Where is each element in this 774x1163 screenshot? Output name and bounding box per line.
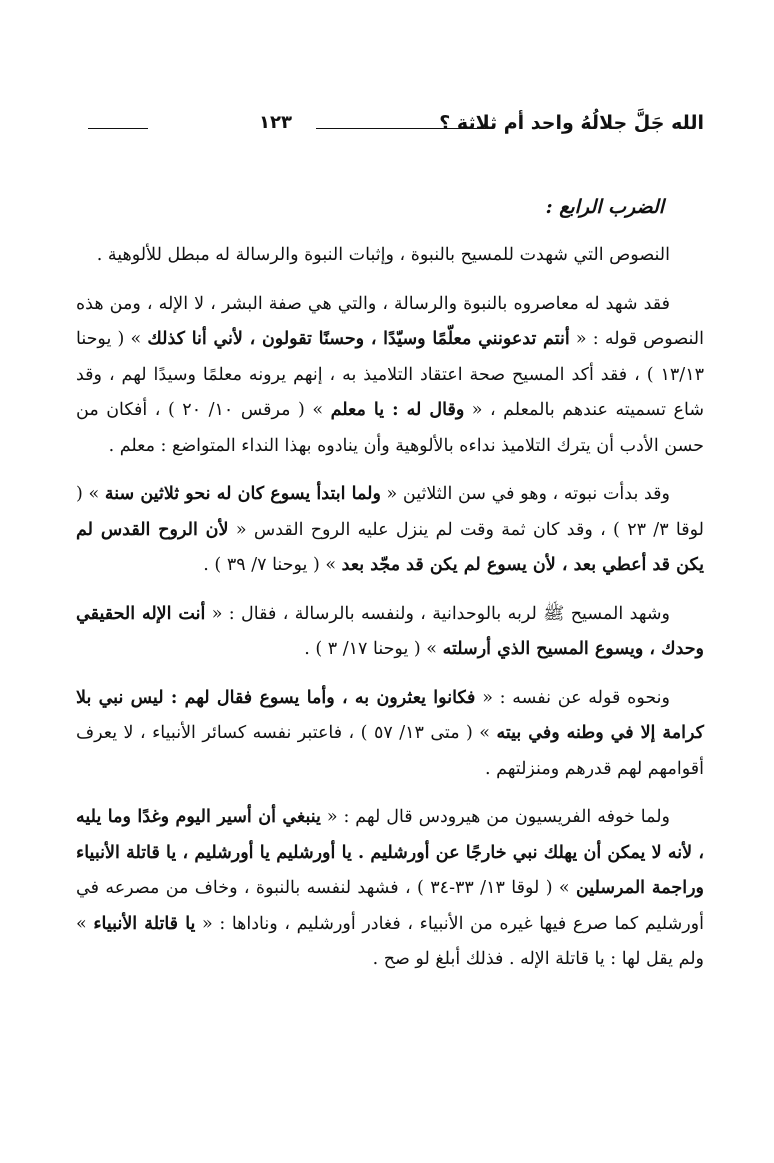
paragraph bbox=[76, 238, 704, 274]
body-text bbox=[76, 238, 704, 991]
paragraph-text: ولما خوفه الفريسيون من هيرودس قال لهم : « bbox=[320, 807, 670, 827]
paragraph-text: وشهد المسيح ﷺ لربه بالوحدانية ، ولنفسه بالرسالة ، فقال : « bbox=[205, 603, 670, 624]
header-rule-end bbox=[88, 128, 148, 129]
bold-quote: أنتم تدعونني معلّمًا وسيّدًا ، وحسنًا تقولون ، لأني أنا كذلك bbox=[147, 329, 570, 349]
bold-quote: ولما ابتدأ يسوع كان له نحو ثلاثين سنة bbox=[104, 484, 381, 504]
paragraph-text: » ( يوحنا ١٧/ ٣ ) . bbox=[304, 639, 443, 659]
paragraph-text: ونحوه قوله عن نفسه : « bbox=[475, 687, 670, 708]
paragraph-text: » ( يوحنا ١٣/١٣ ) ، فقد أكد المسيح صحة اعتقاد التلاميذ به ، إنهم يرونه معلمًا وسيدًا لهم ، وقد شاع تسميته عندهم بالمعلم ، « bbox=[76, 329, 704, 420]
bold-quote: وقال له : يا معلم bbox=[330, 400, 465, 420]
bold-quote: أنت الإله الحقيقي وحدك ، ويسوع المسيح الذي أرسلته bbox=[76, 603, 704, 659]
running-head-title: الله جَلَّ جلالُهُ واحد أم ثلاثة ؟ bbox=[439, 112, 704, 134]
paragraph-text: » ولم يقل لها : يا قاتلة الإله . فذلك أبلغ لو صح . bbox=[76, 913, 704, 969]
running-header bbox=[88, 108, 704, 148]
paragraph bbox=[76, 681, 704, 788]
paragraph-text: وقد بدأت نبوته ، وهو في سن الثلاثين « bbox=[380, 484, 670, 504]
paragraph-text: » ( مرقس ١٠/ ٢٠ ) ، أفكان من حسن الأدب أن يترك التلاميذ نداءه بالألوهية وأن ينادوه بهذا النداء المتواضع : معلم . bbox=[76, 400, 704, 456]
paragraph-text: » ( يوحنا ٧/ ٣٩ ) . bbox=[203, 555, 342, 575]
header-rule bbox=[316, 128, 486, 129]
paragraph bbox=[76, 287, 704, 465]
bold-quote: فكانوا يعثرون به ، وأما يسوع فقال لهم : ليس نبي بلا كرامة إلا في وطنه وفي بيته bbox=[76, 687, 704, 743]
paragraph-text: » ( لوقا ١٣/ ٣٣-٣٤ ) ، فشهد لنفسه بالنبوة ، وخاف من مصرعه في أورشليم كما صرع فيها غيره من الأنبياء ، فغادر أورشليم ، وناداها : « bbox=[76, 878, 704, 934]
paragraph bbox=[76, 597, 704, 668]
bold-quote: يا قاتلة الأنبياء bbox=[93, 913, 196, 934]
paragraph bbox=[76, 477, 704, 584]
paragraph-text: » ( لوقا ٣/ ٢٣ ) ، وقد كان ثمة وقت لم ينزل عليه الروح القدس « bbox=[76, 484, 705, 540]
section-heading: الضرب الرابع : bbox=[545, 196, 664, 218]
bold-quote: ينبغي أن أسير اليوم وغدًا وما يليه ، لأنه لا يمكن أن يهلك نبي خارجًا عن أورشليم . يا أورشليم يا أورشليم ، يا قاتلة الأنبياء وراجمة المرسلين bbox=[76, 807, 704, 898]
page-number: ١٢٣ bbox=[259, 112, 292, 133]
paragraph-text: فقد شهد له معاصروه بالنبوة والرسالة ، والتي هي صفة البشر ، لا الإله ، ومن هذه النصوص قوله : « bbox=[76, 293, 704, 349]
bold-quote: لأن الروح القدس لم يكن قد أعطي بعد ، لأن يسوع لم يكن قد مجّد بعد bbox=[76, 519, 704, 575]
paragraph bbox=[76, 800, 704, 978]
paragraph-text: » ( متى ١٣/ ٥٧ ) ، فاعتبر نفسه كسائر الأنبياء ، لا يعرف أقوامهم لهم قدرهم ومنزلتهم . bbox=[76, 723, 704, 779]
paragraph-text: النصوص التي شهدت للمسيح بالنبوة ، وإثبات النبوة والرسالة له مبطل للألوهية . bbox=[96, 245, 670, 265]
